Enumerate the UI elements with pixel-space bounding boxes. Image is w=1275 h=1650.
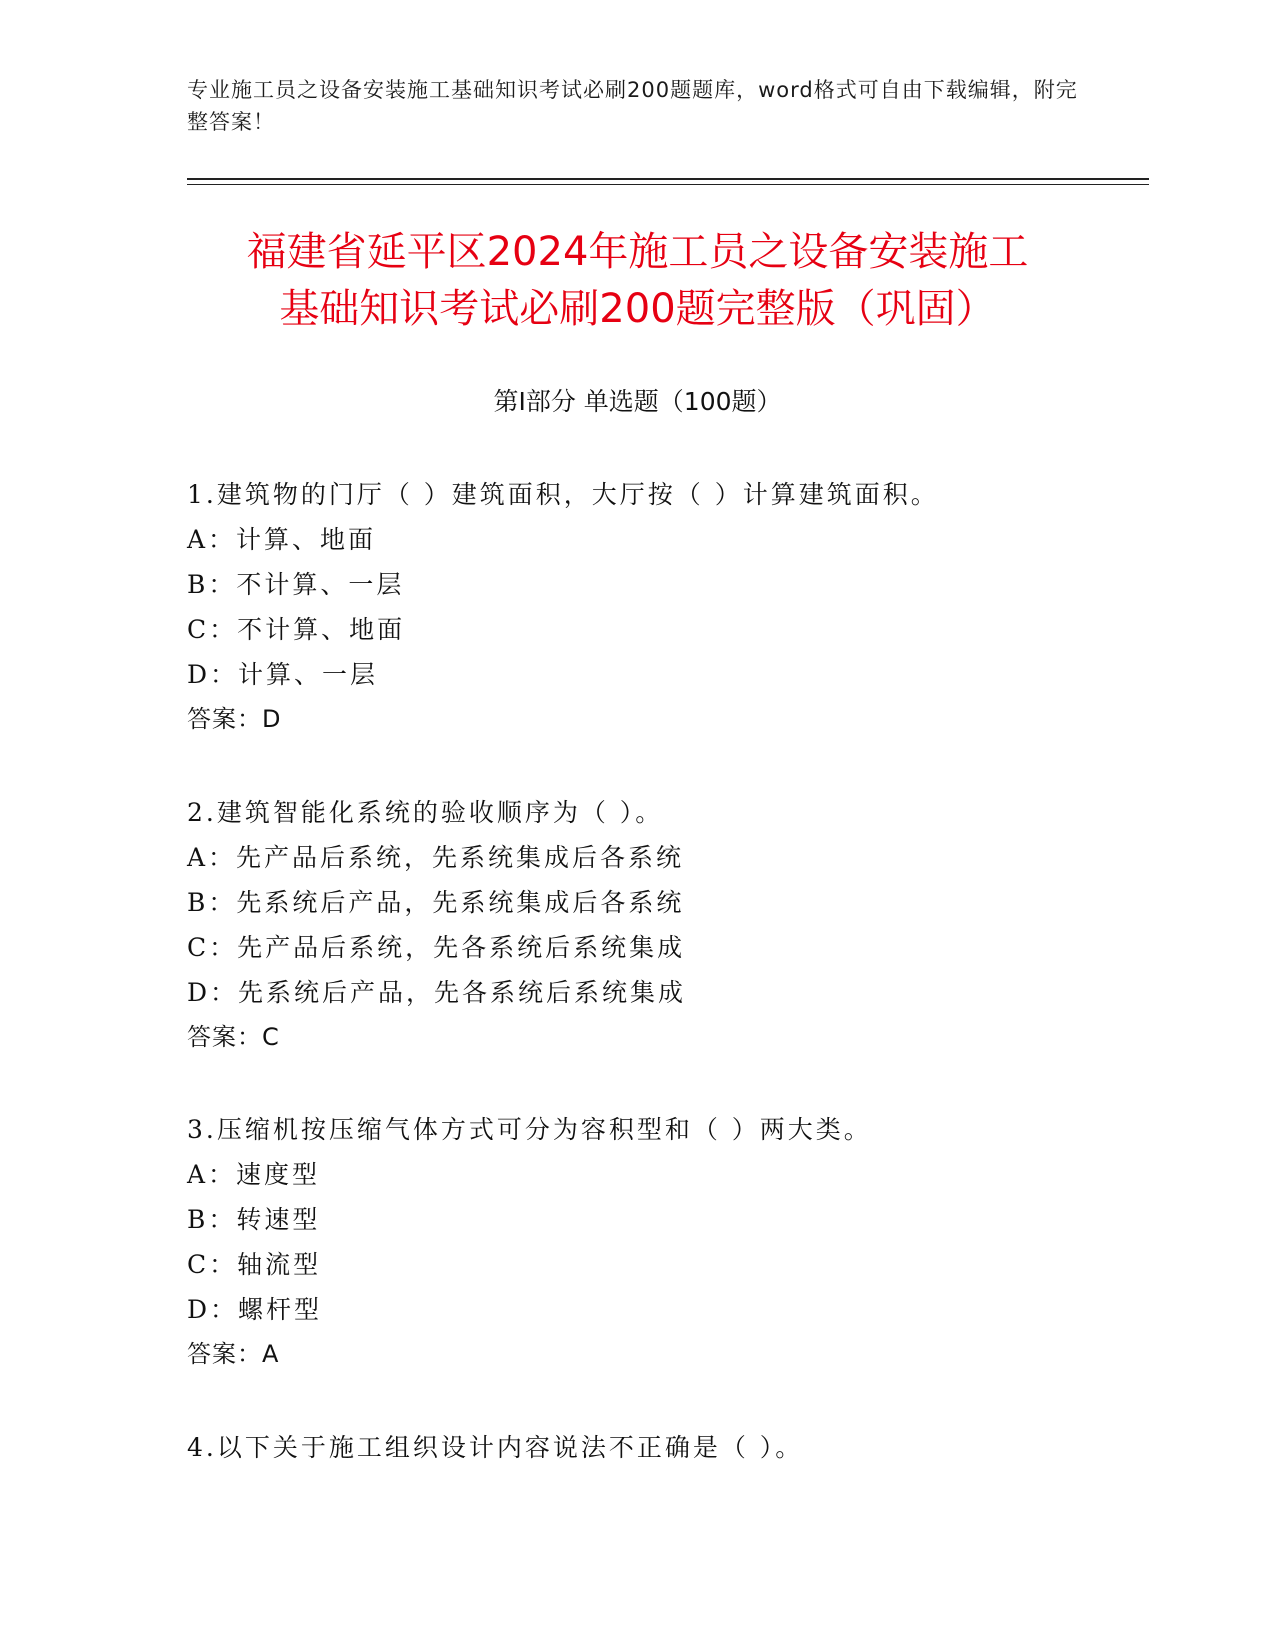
question-stem: 2.建筑智能化系统的验收顺序为（ ）。 <box>187 798 664 827</box>
question-1 <box>187 472 1147 742</box>
option-c: C：轴流型 <box>187 1250 322 1279</box>
option-b: B：不计算、一层 <box>187 570 405 599</box>
option-a: A：先产品后系统，先系统集成后各系统 <box>187 843 685 872</box>
option-b: B：先系统后产品，先系统集成后各系统 <box>187 888 685 917</box>
option-c: C：不计算、地面 <box>187 615 406 644</box>
header-divider-thin <box>187 184 1149 185</box>
question-stem: 1.建筑物的门厅（ ）建筑面积，大厅按（ ）计算建筑面积。 <box>187 480 939 509</box>
question-2 <box>187 790 1147 1060</box>
question-3 <box>187 1107 1147 1377</box>
option-c: C：先产品后系统，先各系统后系统集成 <box>187 933 686 962</box>
document-title <box>140 224 1135 338</box>
option-d: D：计算、一层 <box>187 660 379 689</box>
header-divider-thick <box>187 178 1149 180</box>
answer: 答案：C <box>187 1023 280 1051</box>
document-title-line-2: 基础知识考试必刷200题完整版（巩固） <box>279 286 996 332</box>
option-b: B：转速型 <box>187 1205 321 1234</box>
option-a: A：计算、地面 <box>187 525 377 554</box>
answer: 答案：A <box>187 1340 280 1368</box>
option-d: D：先系统后产品，先各系统后系统集成 <box>187 978 687 1007</box>
question-4 <box>187 1425 1147 1470</box>
question-stem: 4.以下关于施工组织设计内容说法不正确是（ ）。 <box>187 1433 804 1462</box>
document-title-line-1: 福建省延平区2024年施工员之设备安装施工 <box>246 229 1029 275</box>
header-note: 专业施工员之设备安装施工基础知识考试必刷200题题库，word格式可自由下载编辑，附完整答案！ <box>187 78 1078 134</box>
option-d: D：螺杆型 <box>187 1295 323 1324</box>
answer: 答案：D <box>187 705 282 733</box>
section-title: 第Ⅰ部分 单选题（100题） <box>493 387 782 416</box>
question-stem: 3.压缩机按压缩气体方式可分为容积型和（ ）两大类。 <box>187 1115 872 1144</box>
option-a: A：速度型 <box>187 1160 321 1189</box>
